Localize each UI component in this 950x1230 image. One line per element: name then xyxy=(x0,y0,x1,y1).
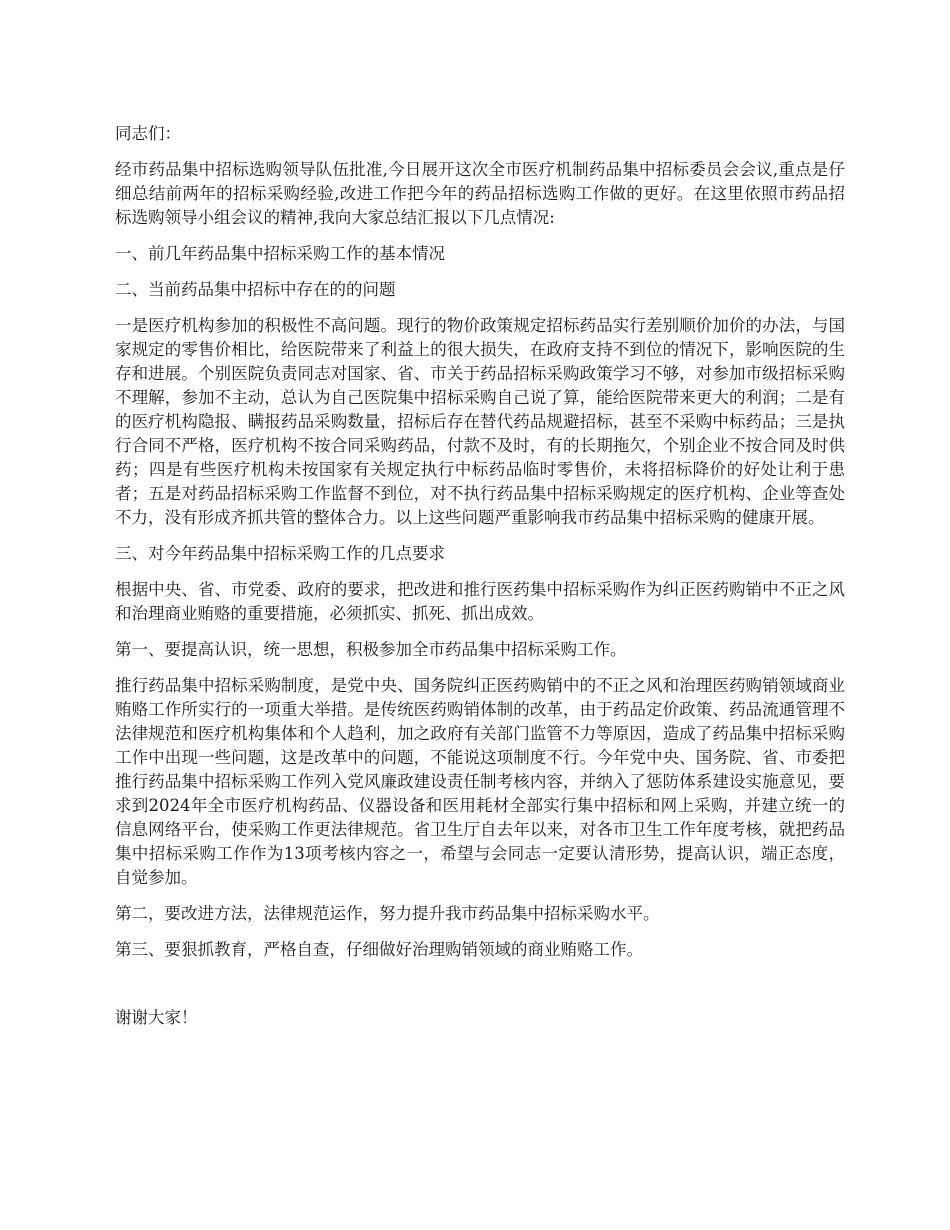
document-body xyxy=(115,122,845,1042)
point-2: 第二，要改进方法，法律规范运作，努力提升我市药品集中招标采购水平。 xyxy=(115,904,660,923)
point-1-detail-paragraph: 推行药品集中招标采购制度，是党中央、国务院纠正医药购销中的不正之风和治理医药购销领域商业贿赂工作所实行的一项重大举措。是传统医药购销体制的改革，由于药品定价政策、药品流通管理不法律规范和医疗机构集体和个人趋利，加之政府有关部门监管不力等原因，造成了药品集中招标采购工作中出现一些问题，这是改革中的问题，不能说这项制度不行。今年党中央、国务院、省、市委把推行药品集中招标采购工作列入党风廉政建设责任制考核内容，并纳入了惩防体系建设实施意见，要求到2024年全市医疗机构药品、仪器设备和医用耗材全部实行集中招标和网上采购，并建立统一的信息网络平台，使采购工作更法律规范。省卫生厅自去年以来，对各市卫生工作年度考核，就把药品集中招标采购工作作为13项考核内容之一，希望与会同志一定要认清形势，提高认识，端正态度，自觉参加。 xyxy=(115,676,845,887)
section-heading-1: 一、前几年药品集中招标采购工作的基本情况 xyxy=(115,244,445,263)
section-heading-3: 三、对今年药品集中招标采购工作的几点要求 xyxy=(115,544,445,563)
problems-paragraph: 一是医疗机构参加的积极性不高问题。现行的物价政策规定招标药品实行差别顺价加价的办法，与国家规定的零售价相比，给医院带来了利益上的很大损失，在政府支持不到位的情况下，影响医院的生存和进展。个别医院负责同志对国家、省、市关于药品招标采购政策学习不够，对参加市级招标采购不理解，参加不主动，总认为自己医院集中招标采购自己说了算，能给医院带来更大的利润；二是有的医疗机构隐报、瞒报药品采购数量，招标后存在替代药品规避招标，甚至不采购中标药品；三是执行合同不严格，医疗机构不按合同采购药品，付款不及时，有的长期拖欠，个别企业不按合同及时供药；四是有些医疗机构未按国家有关规定执行中标药品临时零售价，未将招标降价的好处让利于患者；五是对药品招标采购工作监督不到位，对不执行药品集中招标采购规定的医疗机构、企业等查处不力，没有形成齐抓共管的整体合力。以上这些问题严重影响我市药品集中招标采购的健康开展。 xyxy=(115,316,845,527)
closing-remark: 谢谢大家！ xyxy=(115,1008,198,1027)
point-1: 第一、要提高认识，统一思想，积极参加全市药品集中招标采购工作。 xyxy=(115,640,627,659)
requirements-intro-paragraph: 根据中央、省、市党委、政府的要求，把改进和推行医药集中招标采购作为纠正医药购销中不正之风和治理商业贿赂的重要措施，必须抓实、抓死、抓出成效。 xyxy=(115,580,845,623)
section-heading-2: 二、当前药品集中招标中存在的的问题 xyxy=(115,280,396,299)
point-3: 第三、要狠抓教育，严格自查，仔细做好治理购销领域的商业贿赂工作。 xyxy=(115,940,643,959)
greeting: 同志们： xyxy=(115,124,181,143)
intro-paragraph: 经市药品集中招标选购领导队伍批准,今日展开这次全市医疗机制药品集中招标委员会会议,重点是仔细总结前两年的招标采购经验,改进工作把今年的药品招标选购工作做的更好。在这里依照市药品招标选购领导小组会议的精神,我向大家总结汇报以下几点情况: xyxy=(115,160,845,227)
